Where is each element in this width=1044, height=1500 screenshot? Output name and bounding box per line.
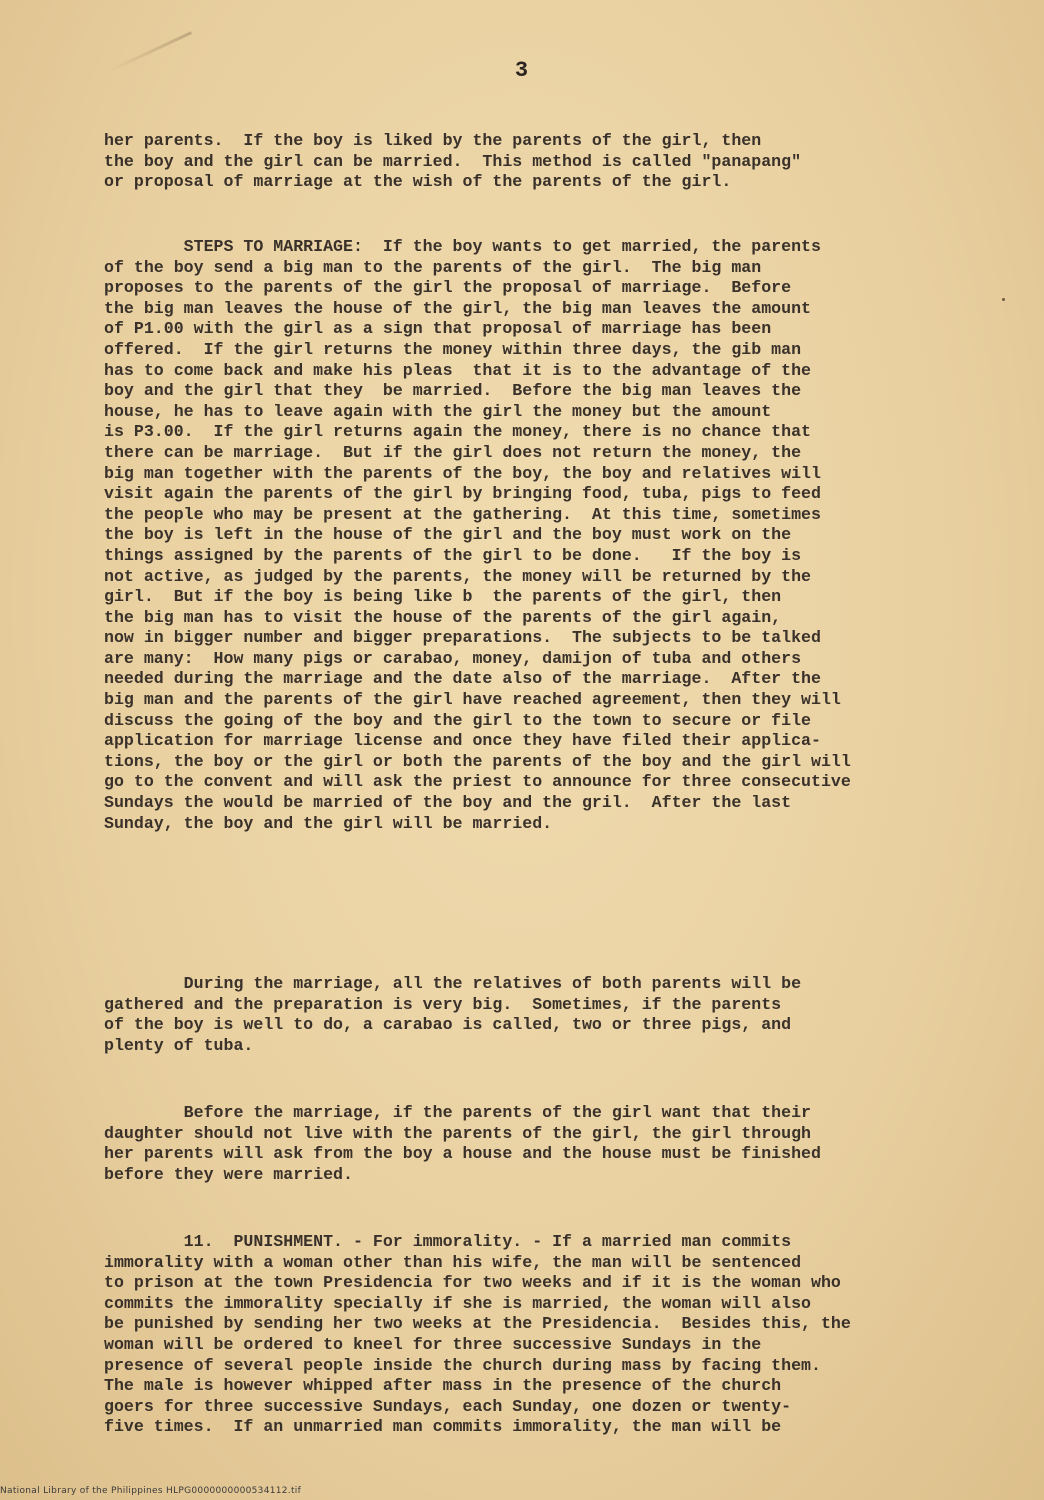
text-line: five times. If an unmarried man commits immorality, the man will be	[104, 1417, 782, 1437]
text-line: of the boy is well to do, a carabao is called, two or three pigs, and	[104, 1015, 792, 1035]
text-line: During the marriage, all the relatives of both parents will be	[104, 974, 802, 993]
paragraph-before-marriage	[104, 1103, 984, 1185]
text-line: boy and the girl that they be married. Before the big man leaves the	[104, 381, 802, 401]
text-line: house, he has to leave again with the girl the money but the amount	[104, 401, 772, 421]
text-line: The male is however whipped after mass in the presence of the church	[104, 1376, 782, 1396]
text-line: the big man has to visit the house of the parents of the girl again,	[104, 607, 782, 627]
text-line: Sundays the would be married of the boy and the gril. After the last	[104, 793, 792, 813]
paragraph-continuation	[104, 131, 984, 193]
text-line: woman will be ordered to kneel for three successive Sundays in the	[104, 1334, 762, 1354]
text-line: commits the immorality specially if she is married, the woman will also	[104, 1293, 812, 1313]
text-line: application for marriage license and once they have filed their applica-	[104, 731, 821, 751]
text-line: is P3.00. If the girl returns again the money, there is no chance that	[104, 422, 812, 442]
text-line: gathered and the preparation is very big. Sometimes, if the parents	[104, 994, 782, 1014]
archive-credit: National Library of the Philippines HLPG0000000000534112.tif	[0, 1486, 302, 1496]
text-line: immorality with a woman other than his wife, the man will be sentenced	[104, 1252, 802, 1272]
text-line: needed during the marriage and the date also of the marriage. After the	[104, 669, 821, 689]
text-line: are many: How many pigs or carabao, money, damijon of tuba and others	[104, 648, 802, 668]
text-line: has to come back and make his pleas that it is to the advantage of the	[104, 360, 812, 380]
text-line: offered. If the girl returns the money within three days, the gib man	[104, 339, 802, 359]
text-line: Sunday, the boy and the girl will be married.	[104, 813, 553, 833]
text-line: plenty of tuba.	[104, 1035, 254, 1055]
paragraph-steps-to-marriage	[104, 237, 984, 834]
text-line: now in bigger number and bigger preparations. The subjects to be talked	[104, 628, 821, 648]
paragraph-during-marriage	[104, 974, 984, 1056]
text-line: visit again the parents of the girl by bringing food, tuba, pigs to feed	[104, 484, 821, 504]
text-line: her parents will ask from the boy a house and the house must be finished	[104, 1144, 821, 1164]
text-line: the big man leaves the house of the girl, the big man leaves the amount	[104, 298, 812, 318]
text-line: STEPS TO MARRIAGE: If the boy wants to get married, the parents	[104, 237, 821, 256]
text-line: or proposal of marriage at the wish of the parents of the girl.	[104, 172, 732, 192]
text-line: Before the marriage, if the parents of the girl want that their	[104, 1103, 812, 1122]
text-line: the boy and the girl can be married. This method is called "panapang"	[104, 151, 802, 171]
text-line: be punished by sending her two weeks at the Presidencia. Besides this, the	[104, 1314, 851, 1334]
text-line: big man and the parents of the girl have reached agreement, then they will	[104, 690, 841, 710]
text-line: go to the convent and will ask the priest to announce for three consecutive	[104, 772, 851, 792]
text-line: to prison at the town Presidencia for two weeks and if it is the woman who	[104, 1273, 841, 1293]
text-line: of the boy send a big man to the parents of the girl. The big man	[104, 257, 762, 277]
paragraph-punishment	[104, 1232, 984, 1438]
text-line: not active, as judged by the parents, the money will be returned by the	[104, 566, 812, 586]
text-line: tions, the boy or the girl or both the parents of the boy and the girl will	[104, 751, 851, 771]
text-line: discuss the going of the boy and the girl to the town to secure or file	[104, 710, 812, 730]
text-line: goers for three successive Sundays, each Sunday, one dozen or twenty-	[104, 1396, 792, 1416]
text-line: her parents. If the boy is liked by the parents of the girl, then	[104, 131, 762, 150]
text-line: girl. But if the boy is being like b the parents of the girl, then	[104, 587, 782, 607]
text-line: 11. PUNISHMENT. - For immorality. - If a married man commits	[104, 1232, 792, 1251]
text-line: the people who may be present at the gathering. At this time, sometimes	[104, 504, 821, 524]
text-line: there can be marriage. But if the girl does not return the money, the	[104, 442, 802, 462]
text-line: before they were married.	[104, 1164, 353, 1184]
text-line: big man together with the parents of the boy, the boy and relatives will	[104, 463, 821, 483]
text-line: daughter should not live with the parents of the girl, the girl through	[104, 1123, 812, 1143]
text-line: proposes to the parents of the girl the proposal of marriage. Before	[104, 278, 792, 298]
text-line: things assigned by the parents of the girl to be done. If the boy is	[104, 545, 802, 565]
text-line: the boy is left in the house of the girl and the boy must work on the	[104, 525, 792, 545]
page-number: 3	[514, 58, 530, 83]
margin-mark	[1002, 298, 1005, 301]
text-line: of P1.00 with the girl as a sign that proposal of marriage has been	[104, 319, 772, 339]
text-line: presence of several people inside the church during mass by facing them.	[104, 1355, 821, 1375]
